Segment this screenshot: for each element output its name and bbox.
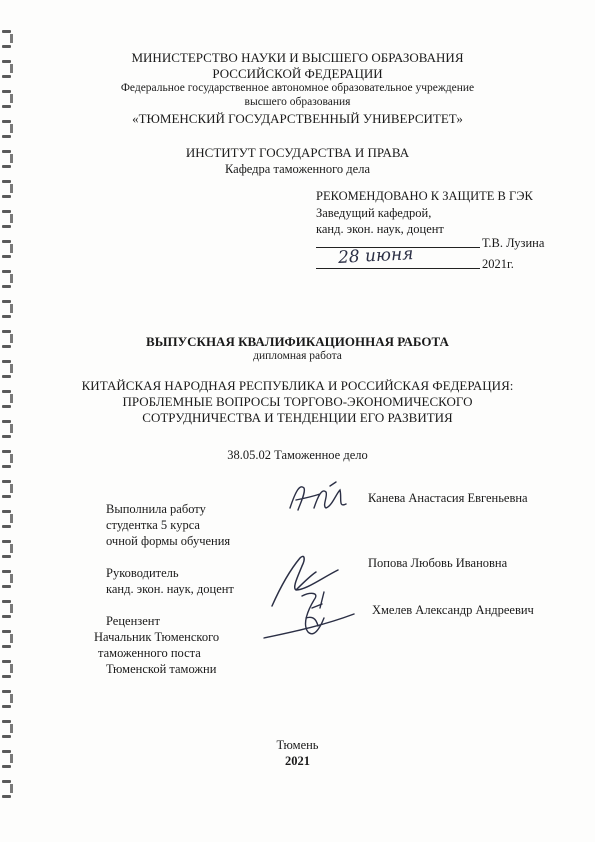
binding-tick	[10, 34, 13, 43]
binding-hole	[2, 525, 11, 528]
binding-tick	[10, 214, 13, 223]
binding-hole	[2, 210, 11, 213]
approval-year: 2021г.	[482, 257, 514, 271]
reviewer-name: Хмелев Александр Андреевич	[372, 603, 534, 617]
binding-hole	[2, 615, 11, 618]
binding-hole	[2, 330, 11, 333]
binding-tick	[10, 304, 13, 313]
binding-hole	[2, 495, 11, 498]
binding-tick	[10, 514, 13, 523]
binding-hole	[2, 285, 11, 288]
work-subtype: дипломная работа	[253, 350, 342, 362]
binding-hole	[2, 180, 11, 183]
binding-tick	[10, 184, 13, 193]
binding-tick	[10, 724, 13, 733]
binding-tick	[10, 364, 13, 373]
reviewer-role-line2: Начальник Тюменского	[94, 630, 220, 644]
binding-hole	[2, 555, 11, 558]
binding-hole	[2, 465, 11, 468]
footer-city: Тюмень	[276, 738, 319, 752]
approval-date-line	[316, 268, 480, 269]
author-name: Канева Анастасия Евгеньевна	[368, 491, 528, 505]
author-role-line3: очной формы обучения	[106, 534, 231, 548]
binding-hole	[2, 675, 11, 678]
work-type: ВЫПУСКНАЯ КВАЛИФИКАЦИОННАЯ РАБОТА	[146, 334, 449, 349]
binding-hole	[2, 240, 11, 243]
binding-hole	[2, 660, 11, 663]
binding-hole	[2, 630, 11, 633]
binding-tick	[10, 244, 13, 253]
binding-hole	[2, 795, 11, 798]
binding-hole	[2, 435, 11, 438]
reviewer-role-line1: Рецензент	[106, 614, 160, 628]
binding-tick	[10, 574, 13, 583]
approval-name: Т.В. Лузина	[482, 236, 545, 250]
ministry-line2: РОССИЙСКОЙ ФЕДЕРАЦИИ	[212, 66, 383, 81]
binding-hole	[2, 690, 11, 693]
binding-tick	[10, 544, 13, 553]
specialty: 38.05.02 Таможенное дело	[227, 448, 368, 462]
institute-name: ИНСТИТУТ ГОСУДАРСТВА И ПРАВА	[185, 145, 410, 160]
binding-hole	[2, 45, 11, 48]
supervisor-name: Попова Любовь Ивановна	[368, 556, 508, 570]
work-title-line3: СОТРУДНИЧЕСТВА И ТЕНДЕНЦИИ ЕГО РАЗВИТИЯ	[142, 410, 453, 425]
work-title-line1: КИТАЙСКАЯ НАРОДНАЯ РЕСПУБЛИКА И РОССИЙСКАЯ ФЕДЕРАЦИЯ:	[81, 378, 514, 393]
supervisor-role-line1: Руководитель	[106, 566, 179, 580]
footer-year: 2021	[285, 754, 310, 768]
reviewer-role-line4: Тюменской таможни	[106, 662, 217, 676]
binding-tick	[10, 604, 13, 613]
binding-hole	[2, 195, 11, 198]
binding-hole	[2, 225, 11, 228]
supervisor-role-line2: канд. экон. наук, доцент	[106, 582, 234, 596]
reviewer-role-line3: таможенного поста	[98, 646, 201, 660]
binding-tick	[10, 664, 13, 673]
approval-position: Заведущий кафедрой,	[316, 206, 432, 220]
binding-tick	[10, 634, 13, 643]
binding-hole	[2, 600, 11, 603]
binding-hole	[2, 510, 11, 513]
binding-hole	[2, 540, 11, 543]
binding-hole	[2, 645, 11, 648]
institution-line2: высшего образования	[244, 96, 351, 108]
binding-tick	[10, 274, 13, 283]
binding-hole	[2, 30, 11, 33]
binding-hole	[2, 480, 11, 483]
binding-tick	[10, 694, 13, 703]
binding-hole	[2, 300, 11, 303]
binding-tick	[10, 784, 13, 793]
ministry-line1: МИНИСТЕРСТВО НАУКИ И ВЫСШЕГО ОБРАЗОВАНИЯ	[131, 50, 464, 65]
approval-date-handwritten: 28 июня	[337, 244, 414, 268]
institution-line1: Федеральное государственное автономное образовательное учреждение	[120, 82, 475, 94]
author-role-line2: студентка 5 курса	[106, 518, 200, 532]
binding-hole	[2, 315, 11, 318]
binding-hole	[2, 585, 11, 588]
binding-hole	[2, 255, 11, 258]
binding-hole	[2, 720, 11, 723]
binding-tick	[10, 484, 13, 493]
binding-hole	[2, 270, 11, 273]
approval-title: РЕКОМЕНДОВАНО К ЗАЩИТЕ В ГЭК	[316, 189, 533, 203]
binding-hole	[2, 570, 11, 573]
department-name: Кафедра таможенного дела	[224, 162, 371, 176]
approval-degree: канд. экон. наук, доцент	[316, 222, 444, 236]
author-role-line1: Выполнила работу	[106, 502, 206, 516]
binding-hole	[2, 780, 11, 783]
work-title-line2: ПРОБЛЕМНЫЕ ВОПРОСЫ ТОРГОВО-ЭКОНОМИЧЕСКОГО	[122, 394, 473, 409]
binding-tick	[10, 424, 13, 433]
binding-hole	[2, 705, 11, 708]
binding-hole	[2, 135, 11, 138]
university-name: «ТЮМЕНСКИЙ ГОСУДАРСТВЕННЫЙ УНИВЕРСИТЕТ»	[132, 111, 463, 126]
